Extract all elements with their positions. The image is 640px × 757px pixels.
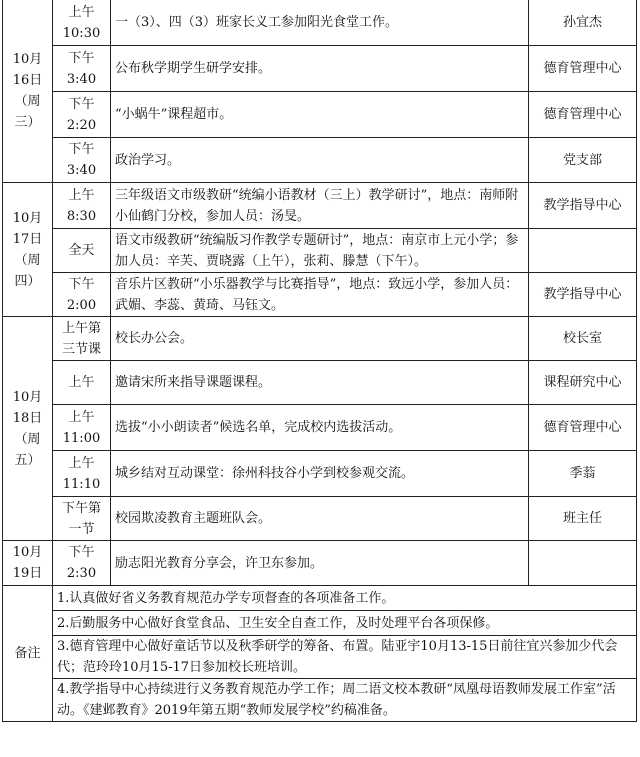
line-text: （周 xyxy=(14,94,41,109)
responsible-dept-cell: 教学指导中心 xyxy=(529,273,637,317)
responsible-dept-cell xyxy=(529,541,637,586)
line-text: 16日 xyxy=(12,73,43,88)
line-text: 下午 xyxy=(68,96,95,112)
responsible-dept-cell: 校长室 xyxy=(529,317,637,361)
line-text: 四） xyxy=(14,273,41,289)
responsible-dept-cell xyxy=(529,229,637,273)
responsible-dept-cell: 教学指导中心 xyxy=(529,183,637,229)
schedule-row xyxy=(3,273,637,317)
schedule-row xyxy=(3,46,637,92)
responsible-dept-cell: 孙宜杰 xyxy=(529,0,637,46)
line-text: 2:30 xyxy=(66,566,97,581)
day-label-cell xyxy=(3,0,53,183)
schedule-row xyxy=(3,183,637,229)
line-text: 18日 xyxy=(12,410,43,426)
line-text: 10月 xyxy=(12,210,43,226)
event-content-cell: 校园欺凌教育主题班队会。 xyxy=(111,497,529,541)
day-label-cell xyxy=(3,317,53,541)
event-content-cell: 公布秋学期学生研学安排。 xyxy=(111,46,529,92)
event-content-cell: 励志阳光教育分享会，许卫东参加。 xyxy=(111,541,529,586)
line-text: 10月 xyxy=(12,389,43,405)
line-text: 下午 xyxy=(68,142,95,157)
remarks-label-cell: 备注 xyxy=(3,586,53,722)
time-cell xyxy=(53,0,111,46)
line-text: 3:40 xyxy=(66,71,97,87)
schedule-row xyxy=(3,361,637,405)
line-text: 10月 xyxy=(12,52,43,67)
line-text: 下午 xyxy=(68,545,95,560)
time-cell xyxy=(53,273,111,317)
remark-row xyxy=(3,611,637,636)
schedule-row xyxy=(3,92,637,138)
weekly-schedule-table xyxy=(2,0,637,722)
schedule-row xyxy=(3,0,637,46)
schedule-row xyxy=(3,229,637,273)
remark-row xyxy=(3,586,637,611)
schedule-row xyxy=(3,451,637,497)
line-text: 11:10 xyxy=(62,476,101,492)
event-content-cell: 语文市级教研“统编版习作教学专题研讨”，地点：南京市上元小学；参加人员：辛芙、贾晓露（上午），张莉、滕慧（下午）。 xyxy=(111,229,529,273)
remark-note-cell: 3.德育管理中心做好童话节以及秋季研学的筹备、布置。陆亚宇10月13-15日前往宜兴参加少代会代；范玲玲10月15-17日参加校长班培训。 xyxy=(53,636,637,679)
time-cell xyxy=(53,317,111,361)
line-text: 下午 xyxy=(68,276,95,292)
schedule-row xyxy=(3,541,637,586)
responsible-dept-cell: 课程研究中心 xyxy=(529,361,637,405)
time-cell xyxy=(53,405,111,451)
remark-row xyxy=(3,679,637,722)
line-text: 10月 xyxy=(12,545,43,560)
responsible-dept-cell: 党支部 xyxy=(529,138,637,183)
event-content-cell: 音乐片区教研“小乐器教学与比赛指导”，地点：致远小学，参加人员：武媚、李蕊、黄琦、马钰文。 xyxy=(111,273,529,317)
event-content-cell: 三年级语文市级教研“统编小语教材（三上）教学研讨”，地点：南师附小仙鹤门分校，参加人员：汤旻。 xyxy=(111,183,529,229)
line-text: 下午 xyxy=(68,50,95,66)
responsible-dept-cell: 德育管理中心 xyxy=(529,92,637,138)
line-text: 三节课 xyxy=(61,341,101,357)
time-cell xyxy=(53,138,111,183)
line-text: 11:00 xyxy=(62,430,101,446)
responsible-dept-cell: 德育管理中心 xyxy=(529,46,637,92)
line-text: 上午 xyxy=(68,187,95,203)
line-text: 三） xyxy=(14,115,41,130)
event-content-cell: 选拔“小小朗读者”候选名单，完成校内选拔活动。 xyxy=(111,405,529,451)
schedule-row xyxy=(3,405,637,451)
remark-note-cell: 2.后勤服务中心做好食堂食品、卫生安全自查工作，及时处理平台各项保修。 xyxy=(53,611,637,636)
line-text: 上午 xyxy=(68,4,95,20)
line-text: 17日 xyxy=(12,231,43,247)
time-cell xyxy=(53,92,111,138)
schedule-row xyxy=(3,317,637,361)
event-content-cell: 一（3）、四（3）班家长义工参加阳光食堂工作。 xyxy=(111,0,529,46)
event-content-cell: 邀请宋所来指导课题课程。 xyxy=(111,361,529,405)
line-text: （周 xyxy=(14,252,41,268)
day-label-cell xyxy=(3,183,53,317)
event-content-cell: 政治学习。 xyxy=(111,138,529,183)
line-text: （周 xyxy=(14,431,41,447)
responsible-dept-cell: 班主任 xyxy=(529,497,637,541)
remark-row xyxy=(3,636,637,679)
line-text: 全天 xyxy=(68,243,95,258)
event-content-cell: “小蜗牛”课程超市。 xyxy=(111,92,529,138)
time-cell xyxy=(53,451,111,497)
line-text: 上午 xyxy=(68,375,95,390)
time-cell xyxy=(53,361,111,405)
time-cell xyxy=(53,497,111,541)
responsible-dept-cell: 季蓊 xyxy=(529,451,637,497)
time-cell xyxy=(53,183,111,229)
line-text: 五） xyxy=(14,452,41,468)
time-cell xyxy=(53,46,111,92)
line-text: 一节 xyxy=(68,521,95,537)
event-content-cell: 城乡结对互动课堂：徐州科技谷小学到校参观交流。 xyxy=(111,451,529,497)
schedule-row xyxy=(3,138,637,183)
line-text: 19日 xyxy=(12,566,43,581)
remark-note-cell: 4.教学指导中心持续进行义务教育规范办学工作；周二语文校本教研“凤凰母语教师发展工作室”活动。《建邺教育》2019年第五期“教师发展学校”约稿准备。 xyxy=(53,679,637,722)
line-text: 3:40 xyxy=(66,163,97,178)
responsible-dept-cell: 德育管理中心 xyxy=(529,405,637,451)
event-content-cell: 校长办公会。 xyxy=(111,317,529,361)
schedule-row xyxy=(3,497,637,541)
time-cell xyxy=(53,229,111,273)
time-cell xyxy=(53,541,111,586)
line-text: 上午 xyxy=(68,409,95,425)
line-text: 2:00 xyxy=(66,297,97,313)
line-text: 下午第 xyxy=(61,500,101,516)
line-text: 上午第 xyxy=(61,320,101,336)
line-text: 8:30 xyxy=(66,208,97,224)
line-text: 2:20 xyxy=(66,117,97,133)
line-text: 10:30 xyxy=(62,25,101,41)
remark-note-cell: 1.认真做好省义务教育规范办学专项督查的各项准备工作。 xyxy=(53,586,637,611)
day-label-cell xyxy=(3,541,53,586)
line-text: 上午 xyxy=(68,455,95,471)
